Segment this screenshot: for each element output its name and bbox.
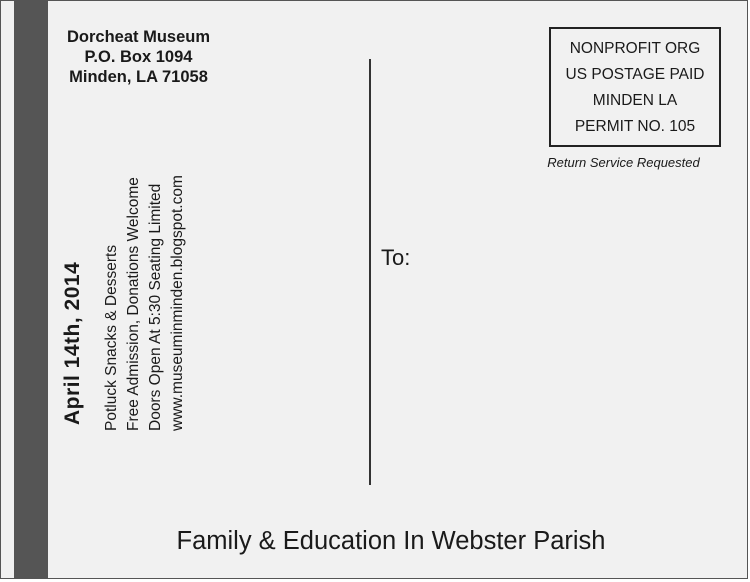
postage-line-3: MINDEN LA <box>592 92 678 109</box>
postage-line-4: PERMIT NO. 105 <box>574 118 696 135</box>
footer-title: Family & Education In Webster Parish <box>176 527 606 555</box>
event-website: www.museuminminden.blogspot.com <box>169 175 186 431</box>
event-info-line-3: Doors Open At 5:30 Seating Limited <box>147 183 164 431</box>
event-date: April 14th, 2014 <box>61 261 84 425</box>
return-address <box>51 27 226 87</box>
event-info-line-2: Free Admission, Donations Welcome <box>125 177 142 431</box>
address-divider <box>369 59 371 485</box>
postage-line-1: NONPROFIT ORG <box>569 40 701 57</box>
event-details <box>53 161 193 471</box>
postage-indicia <box>549 27 721 147</box>
postage-line-2: US POSTAGE PAID <box>565 66 705 83</box>
side-bar <box>14 1 48 578</box>
return-address-line-2: P.O. Box 1094 <box>84 48 193 66</box>
to-label: To: <box>381 245 411 270</box>
return-address-line-1: Dorcheat Museum <box>66 28 211 46</box>
event-info-line-1: Potluck Snacks & Desserts <box>103 244 120 431</box>
return-service-requested: Return Service Requested <box>547 155 700 170</box>
return-address-line-3: Minden, LA 71058 <box>69 68 208 86</box>
event-info <box>101 175 189 431</box>
